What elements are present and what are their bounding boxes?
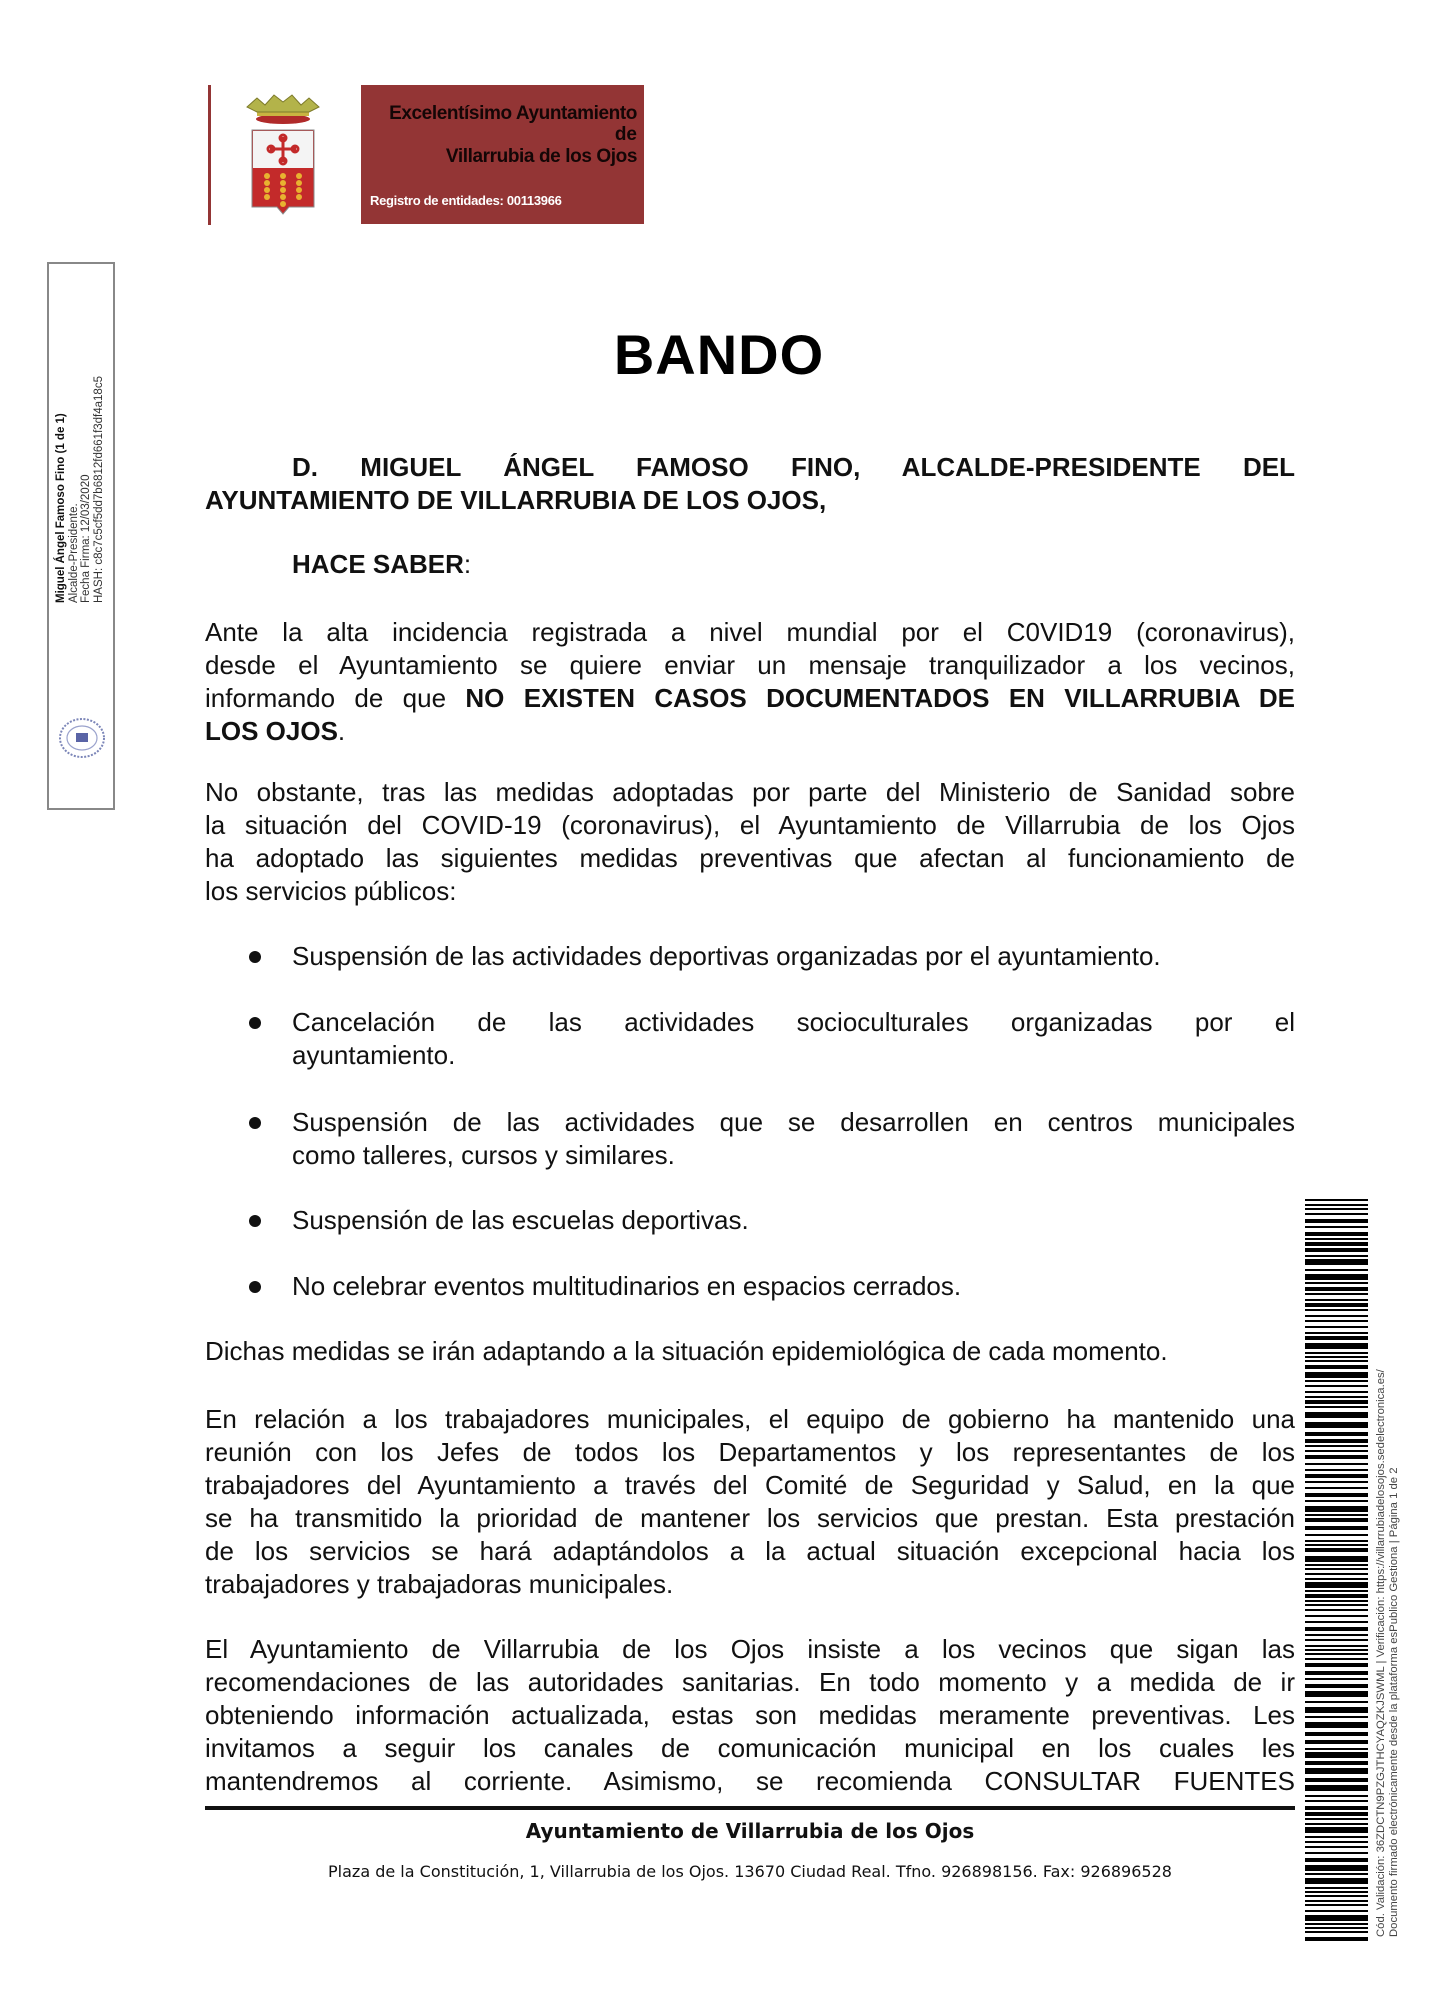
p4-line: trabajadores y trabajadoras municipales.: [205, 1569, 674, 1599]
list-item-text: ayuntamiento.: [292, 1040, 456, 1070]
barcode-bar: [1305, 1858, 1368, 1862]
barcode-bar: [1305, 1455, 1368, 1459]
barcode-bar: [1305, 1336, 1368, 1340]
barcode-bar: [1305, 1332, 1368, 1334]
barcode-bar: [1305, 1590, 1368, 1592]
p5-line: recomendaciones de las autoridades sanitarias. En todo momento y a medida de ir: [205, 1667, 1295, 1697]
barcode-bar: [1305, 1303, 1368, 1307]
p5-line: obteniendo información actualizada, estas son medidas meramente preventivas. Les: [205, 1700, 1295, 1730]
barcode-bar: [1305, 1740, 1368, 1744]
barcode-bar: [1305, 1213, 1368, 1215]
barcode-bar: [1305, 1493, 1368, 1497]
barcode-bar: [1305, 1761, 1368, 1765]
barcode-bar: [1305, 1242, 1368, 1246]
barcode-bar: [1305, 1701, 1368, 1703]
barcode-bar: [1305, 1748, 1368, 1750]
barcode-bar: [1305, 1615, 1368, 1617]
barcode-bar: [1305, 1299, 1368, 1301]
registro-entidades: Registro de entidades: 00113966: [370, 193, 562, 208]
p2-line: la situación del COVID-19 (coronavirus), el Ayuntamiento de Villarrubia de los Ojos: [205, 810, 1295, 840]
barcode-bar: [1305, 1238, 1368, 1240]
signer-name: Miguel Ángel Famoso Fino (1 de 1): [55, 413, 67, 603]
barcode-bar: [1305, 1506, 1368, 1512]
barcode-bar: [1305, 1400, 1368, 1404]
barcode-bar: [1305, 1691, 1368, 1697]
barcode-bar: [1305, 1518, 1368, 1522]
p1-line-3-bold: NO EXISTEN CASOS DOCUMENTADOS EN VILLARRUBIA DE: [465, 683, 1296, 713]
barcode-bar: [1305, 1248, 1368, 1252]
barcode-bar: [1305, 1621, 1368, 1623]
p1-line-4: [205, 715, 1295, 748]
p1-line-4-end: .: [337, 716, 346, 746]
barcode-bar: [1305, 1927, 1368, 1929]
barcode-bar: [1305, 1385, 1368, 1387]
barcode-bar: [1305, 1931, 1368, 1933]
p1-line-2: desde el Ayuntamiento se quiere enviar un mensaje tranquilizador a los vecinos,: [205, 650, 1295, 680]
barcode-bar: [1305, 1564, 1368, 1566]
barcode-bar: [1305, 1818, 1368, 1820]
barcode-bar: [1305, 1380, 1368, 1382]
barcode-bar: [1305, 1474, 1368, 1478]
banner-line-2: de: [614, 124, 637, 145]
p1-line-1: Ante la alta incidencia registrada a nivel mundial por el C0VID19 (coronavirus),: [205, 617, 1295, 647]
barcode-bar: [1305, 1649, 1368, 1651]
barcode-bar: [1305, 1199, 1368, 1201]
barcode-bar: [1305, 1573, 1368, 1575]
barcode-bar: [1305, 1846, 1368, 1848]
page-title: BANDO: [613, 323, 825, 386]
barcode-bar: [1305, 1910, 1368, 1912]
barcode-bar: [1305, 1627, 1368, 1631]
barcode-bar: [1305, 1360, 1368, 1362]
p1-line-3-text: informando de que: [205, 683, 466, 713]
barcode-bar: [1305, 1412, 1368, 1418]
barcode-bar: [1305, 1891, 1368, 1893]
barcode-bar: [1305, 1548, 1368, 1552]
barcode-bar: [1305, 1568, 1368, 1570]
p4-line: En relación a los trabajadores municipales, el equipo de gobierno ha mantenido una: [205, 1404, 1295, 1434]
p5-line: invitamos a seguir los canales de comunicación municipal en los cuales les: [205, 1733, 1295, 1763]
signer-role: Alcalde-Presidente.: [67, 503, 80, 603]
intro-line-1: D. MIGUEL ÁNGEL FAMOSO FINO, ALCALDE-PRESIDENTE DEL: [292, 452, 1295, 482]
coat-of-arms-icon: [243, 92, 323, 216]
barcode-bar: [1305, 1639, 1368, 1641]
barcode-bar: [1305, 1915, 1368, 1921]
intro-line-2: AYUNTAMIENTO DE VILLARRUBIA DE LOS OJOS,: [205, 485, 827, 515]
barcode-bar: [1305, 1287, 1368, 1291]
p4-line: trabajadores del Ayuntamiento a través del Comité de Seguridad y Salud, en la que: [205, 1470, 1295, 1500]
validation-code: Cód. Validación: 36ZDCTN9PZGJTHCYAQZKJSWML | Verificación: https://villarrubiadelosojos.sedelectronica.es/: [1375, 1369, 1387, 1937]
barcode-bar: [1305, 1812, 1368, 1816]
barcode-bar: [1305, 1671, 1368, 1675]
barcode-icon: [1305, 1199, 1368, 1941]
barcode-bar: [1305, 1923, 1368, 1925]
p2-line: No obstante, tras las medidas adoptadas por parte del Ministerio de Sanidad sobre: [205, 777, 1295, 807]
barcode-bar: [1305, 1219, 1368, 1223]
barcode-bar: [1305, 1722, 1368, 1728]
barcode-bar: [1305, 1259, 1368, 1265]
list-item-text: No celebrar eventos multitudinarios en espacios cerrados.: [292, 1271, 962, 1301]
barcode-bar: [1305, 1274, 1368, 1280]
barcode-bar: [1305, 1232, 1368, 1236]
signature-hash: HASH: c8c7c5cf5dd7b6812fd661f3df4a18c5: [92, 376, 105, 603]
bullet-icon: [249, 1117, 261, 1129]
barcode-bar: [1305, 1658, 1368, 1660]
barcode-bar: [1305, 1422, 1368, 1428]
barcode-bar: [1305, 1900, 1368, 1902]
barcode-bar: [1305, 1500, 1368, 1502]
barcode-bar: [1305, 1768, 1368, 1774]
barcode-bar: [1305, 1432, 1368, 1436]
barcode-bar: [1305, 1878, 1368, 1884]
barcode-bar: [1305, 1269, 1368, 1271]
hace-saber: [292, 548, 1295, 581]
barcode-bar: [1305, 1255, 1368, 1257]
barcode-bar: [1305, 1732, 1368, 1736]
barcode-bar: [1305, 1604, 1368, 1606]
barcode-bar: [1305, 1487, 1368, 1489]
barcode-bar: [1305, 1445, 1368, 1447]
signature-date: Fecha Firma: 12/03/2020: [80, 474, 92, 603]
barcode-bar: [1305, 1852, 1368, 1854]
hace-saber-colon: :: [463, 549, 472, 579]
footer-divider: [205, 1806, 1295, 1810]
barcode-bar: [1305, 1450, 1368, 1452]
barcode-bar: [1305, 1544, 1368, 1546]
p1-line-4-bold: LOS OJOS: [205, 716, 338, 746]
barcode-bar: [1305, 1326, 1368, 1328]
barcode-bar: [1305, 1396, 1368, 1398]
barcode-bar: [1305, 1937, 1368, 1941]
barcode-bar: [1305, 1841, 1368, 1843]
footer-title: Ayuntamiento de Villarrubia de los Ojos: [525, 1819, 975, 1843]
barcode-bar: [1305, 1707, 1368, 1713]
barcode-bar: [1305, 1795, 1368, 1797]
p2-line: ha adoptado las siguientes medidas preventivas que afectan al funcionamiento de: [205, 843, 1295, 873]
barcode-bar: [1305, 1309, 1368, 1311]
seal-icon: [56, 714, 108, 762]
barcode-bar: [1305, 1406, 1368, 1408]
barcode-bar: [1305, 1514, 1368, 1516]
barcode-bar: [1305, 1540, 1368, 1542]
p3-line: Dichas medidas se irán adaptando a la situación epidemiológica de cada momento.: [205, 1336, 1168, 1366]
header-banner: [361, 85, 644, 224]
barcode-bar: [1305, 1343, 1368, 1349]
barcode-bar: [1305, 1806, 1368, 1810]
barcode-bar: [1305, 1315, 1368, 1317]
bullet-icon: [249, 951, 261, 963]
barcode-bar: [1305, 1534, 1368, 1536]
list-item-text: Suspensión de las actividades deportivas organizadas por el ayuntamiento.: [292, 941, 1161, 971]
p1-line-3: [205, 682, 1295, 715]
barcode-bar: [1305, 1365, 1368, 1369]
barcode-bar: [1305, 1778, 1368, 1782]
barcode-bar: [1305, 1653, 1368, 1655]
barcode-bar: [1305, 1873, 1368, 1875]
barcode-bar: [1305, 1684, 1368, 1688]
p4-line: de los servicios se hará adaptándolos a la actual situación excepcional hacia los: [205, 1536, 1295, 1566]
barcode-bar: [1305, 1282, 1368, 1284]
bullet-icon: [249, 1017, 261, 1029]
barcode-bar: [1305, 1594, 1368, 1598]
barcode-bar: [1305, 1678, 1368, 1680]
banner-line-3: Villarrubia de los Ojos: [445, 146, 637, 167]
barcode-bar: [1305, 1356, 1368, 1358]
barcode-bar: [1305, 1904, 1368, 1906]
barcode-bar: [1305, 1208, 1368, 1210]
barcode-bar: [1305, 1463, 1368, 1465]
list-item-text: Suspensión de las escuelas deportivas.: [292, 1205, 749, 1235]
p4-line: se ha transmitido la prioridad de mantener los servicios que prestan. Esta prestación: [205, 1503, 1295, 1533]
logo-divider: [208, 85, 211, 225]
barcode-bar: [1305, 1204, 1368, 1206]
barcode-bar: [1305, 1320, 1368, 1322]
list-item-text: como talleres, cursos y similares.: [292, 1140, 675, 1170]
validation-text: [1375, 1207, 1401, 1937]
barcode-bar: [1305, 1439, 1368, 1443]
barcode-bar: [1305, 1645, 1368, 1647]
footer-address: Plaza de la Constitución, 1, Villarrubia de los Ojos. 13670 Ciudad Real. Tfno. 926898156. Fax: 926896528: [328, 1862, 1172, 1881]
bullet-icon: [249, 1215, 261, 1227]
p2-line: los servicios públicos:: [205, 876, 457, 906]
banner-line-1: Excelentísimo Ayuntamiento: [389, 103, 637, 124]
barcode-bar: [1305, 1226, 1368, 1228]
bullet-icon: [249, 1281, 261, 1293]
p4-line: reunión con los Jefes de todos los Departamentos y los representantes de los: [205, 1437, 1295, 1467]
barcode-bar: [1305, 1800, 1368, 1802]
list-item-text: Cancelación de las actividades socioculturales organizadas por el: [292, 1007, 1295, 1037]
barcode-bar: [1305, 1663, 1368, 1667]
barcode-bar: [1305, 1391, 1368, 1393]
barcode-bar: [1305, 1556, 1368, 1562]
barcode-bar: [1305, 1293, 1368, 1295]
barcode-bar: [1305, 1752, 1368, 1758]
barcode-bar: [1305, 1372, 1368, 1378]
p5-line: mantendremos al corriente. Asimismo, se recomienda CONSULTAR FUENTES: [205, 1766, 1295, 1796]
validation-platform: Documento firmado electrónicamente desde la plataforma esPublico Gestiona | Página 1 de 2: [1388, 1467, 1400, 1937]
barcode-bar: [1305, 1823, 1368, 1825]
barcode-bar: [1305, 1481, 1368, 1483]
barcode-bar: [1305, 1827, 1368, 1833]
barcode-bar: [1305, 1469, 1368, 1471]
barcode-bar: [1305, 1634, 1368, 1636]
barcode-bar: [1305, 1895, 1368, 1897]
barcode-bar: [1305, 1836, 1368, 1838]
barcode-bar: [1305, 1609, 1368, 1611]
crown-icon: [247, 95, 319, 124]
barcode-bar: [1305, 1352, 1368, 1354]
p5-line: El Ayuntamiento de Villarrubia de los Ojos insiste a los vecinos que sigan las: [205, 1634, 1295, 1664]
list-item-text: Suspensión de las actividades que se desarrollen en centros municipales: [292, 1107, 1295, 1137]
barcode-bar: [1305, 1578, 1368, 1580]
barcode-bar: [1305, 1716, 1368, 1718]
barcode-bar: [1305, 1582, 1368, 1588]
shield-icon: [252, 130, 314, 214]
hace-saber-label: HACE SABER: [292, 549, 464, 579]
barcode-bar: [1305, 1600, 1368, 1602]
barcode-bar: [1305, 1526, 1368, 1530]
barcode-bar: [1305, 1865, 1368, 1871]
barcode-bar: [1305, 1887, 1368, 1889]
barcode-bar: [1305, 1785, 1368, 1791]
